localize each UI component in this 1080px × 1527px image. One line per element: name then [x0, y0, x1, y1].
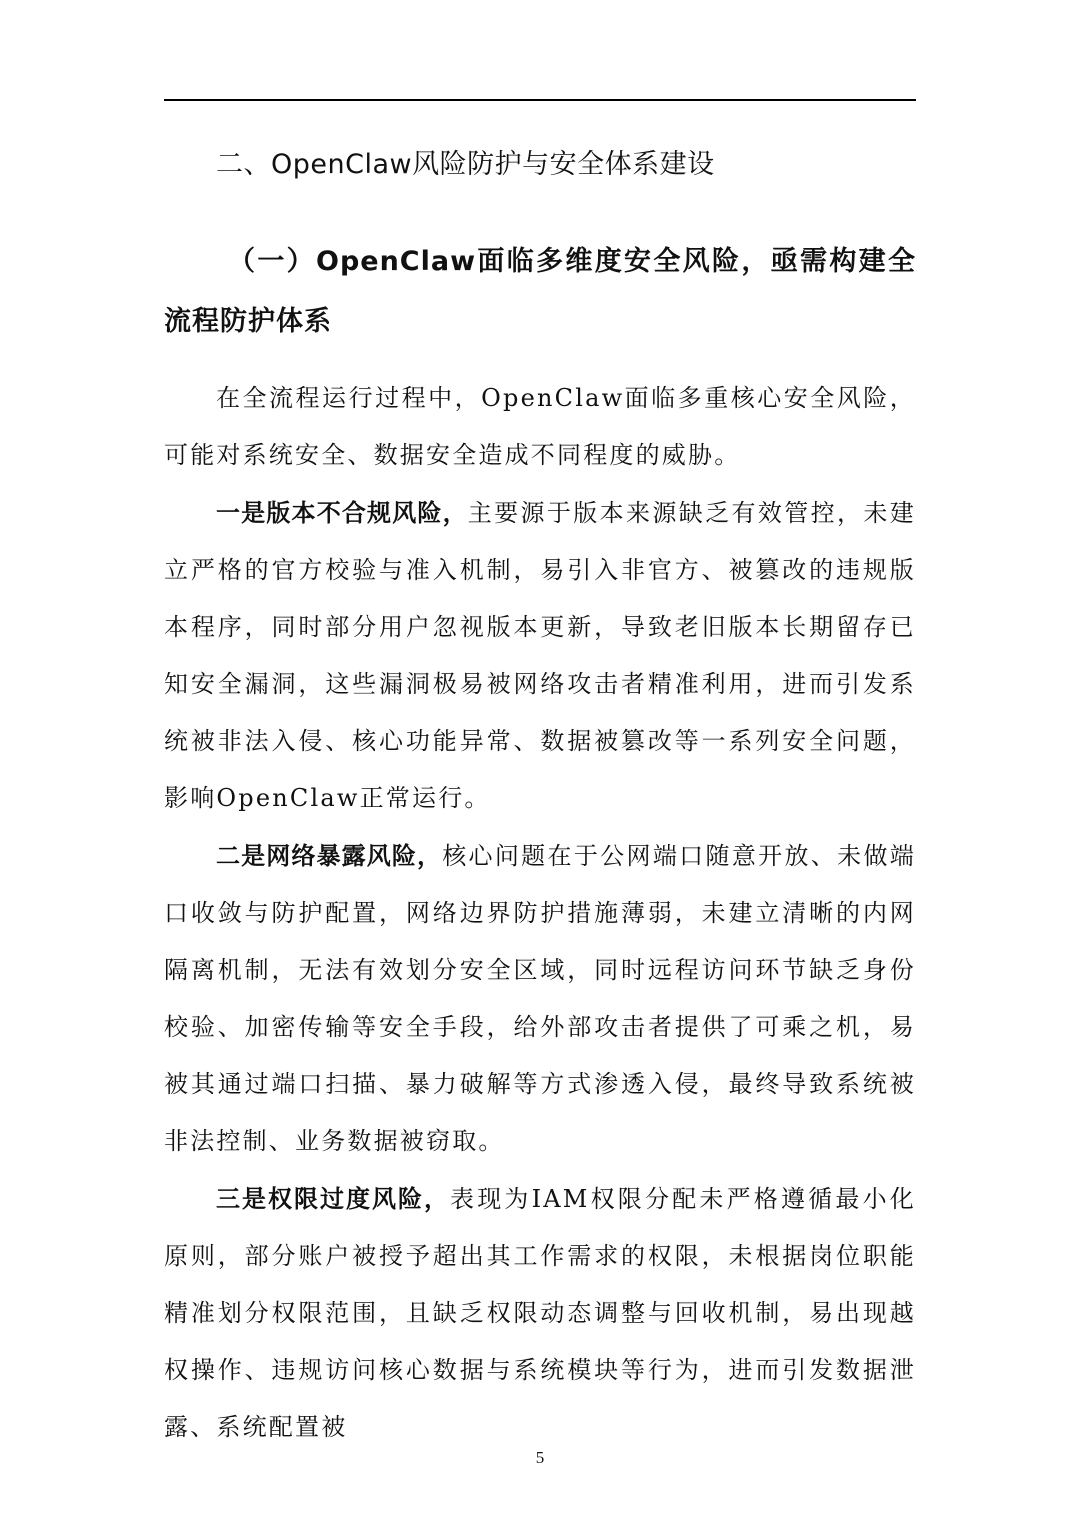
page-number: 5 [535, 1448, 545, 1467]
paragraph-permission-risk [164, 1170, 916, 1456]
paragraph-network-risk [164, 827, 916, 1170]
paragraph-lead: 三是权限过度风险， [216, 1184, 450, 1213]
header-rule [164, 99, 916, 101]
paragraph-text: 主要源于版本来源缺乏有效管控，未建立严格的官方校验与准入机制，易引入非官方、被篡改的违规版本程序，同时部分用户忽视版本更新，导致老旧版本长期留存已知安全漏洞，这些漏洞极易被网络攻击者精准利用，进而引发系统被非法入侵、核心功能异常、数据被篡改等一系列安全问题，影响OpenClaw正常运行。 [164, 499, 917, 812]
paragraph-lead: 二是网络暴露风险， [216, 841, 443, 870]
subsection-title: （一）OpenClaw面临多维度安全风险，亟需构建全流程防护体系 [164, 246, 916, 337]
paragraph-lead: 一是版本不合规风险， [216, 498, 468, 527]
section-title: 二、OpenClaw风险防护与安全体系建设 [216, 149, 715, 180]
paragraph-version-risk [164, 484, 916, 827]
paragraph-text: 核心问题在于公网端口随意开放、未做端口收敛与防护配置，网络边界防护措施薄弱，未建立清晰的内网隔离机制，无法有效划分安全区域，同时远程访问环节缺乏身份校验、加密传输等安全手段，给外部攻击者提供了可乘之机，易被其通过端口扫描、暴力破解等方式渗透入侵，最终导致系统被非法控制、业务数据被窃取。 [164, 842, 917, 1155]
paragraph-text: 在全流程运行过程中，OpenClaw面临多重核心安全风险，可能对系统安全、数据安全造成不同程度的威胁。 [164, 384, 916, 469]
paragraph-intro [164, 369, 916, 484]
paragraph-text: 表现为IAM权限分配未严格遵循最小化原则，部分账户被授予超出其工作需求的权限，未根据岗位职能精准划分权限范围，且缺乏权限动态调整与回收机制，易出现越权操作、违规访问核心数据与系统模块等行为，进而引发数据泄露、系统配置被 [164, 1185, 916, 1441]
body-text [164, 369, 916, 1456]
